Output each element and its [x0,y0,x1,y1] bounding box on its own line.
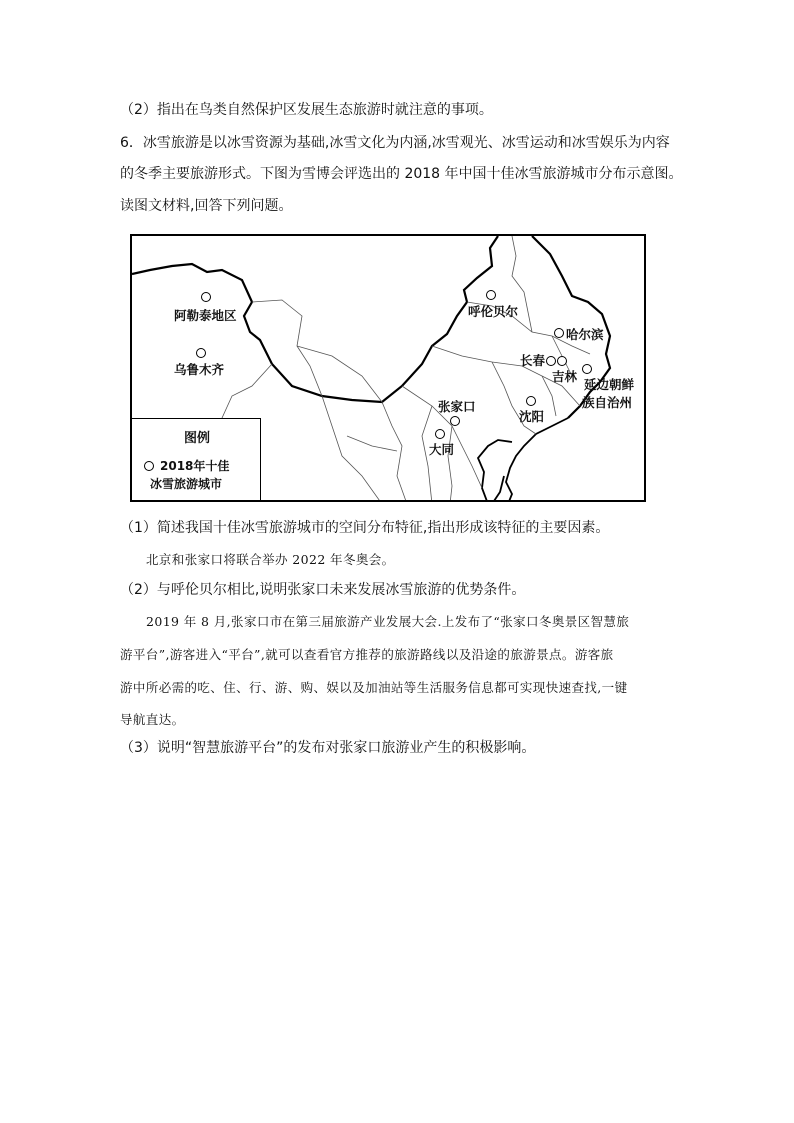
city-marker-changchun [546,356,556,366]
material-1: 北京和张家口将联合举办 2022 年冬奥会。 [146,552,395,567]
question-6-3: （3）说明“智慧旅游平台”的发布对张家口旅游业产生的积极影响。 [120,740,536,756]
question-6-intro-line-1: 6．冰雪旅游是以冰雪资源为基础,冰雪文化为内涵,冰雪观光、冰雪运动和冰雪娱乐为内容 [120,135,670,151]
city-label-harbin: 哈尔滨 [566,327,604,342]
city-label-altay: 阿勒泰地区 [174,308,237,323]
city-label-datong: 大同 [429,442,455,457]
legend-label-line-2: 冰雪旅游城市 [150,477,223,491]
city-label-shenyang: 沈阳 [519,409,545,424]
legend-title: 图例 [184,431,211,446]
material-2-line-3: 游中所必需的吃、住、行、游、购、娱以及加油站等生活服务信息都可实现快速查找,一键 [120,680,628,695]
city-marker-harbin [554,328,564,338]
city-marker-datong [435,429,445,439]
city-marker-urumqi [196,348,206,358]
city-label-hulunbuir: 呼伦贝尔 [468,304,519,319]
city-marker-yanbian [582,364,592,374]
legend-label-line-1: 2018年十佳 [160,459,230,473]
coastline [506,418,568,502]
city-label-zhangjiakou: 张家口 [438,399,476,414]
question-6-intro-line-2: 的冬季主要旅游形式。下图为雪博会评选出的 2018 年中国十佳冰雪旅游城市分布示意图。 [120,166,683,182]
city-label-changchun: 长春 [520,353,546,368]
city-label-jilin: 吉林 [552,369,578,384]
city-marker-hulunbuir [486,290,496,300]
legend-city-marker [144,461,154,471]
city-label-yanbian-2: 族自治州 [582,395,633,410]
question-6-2: （2）与呼伦贝尔相比,说明张家口未来发展冰雪旅游的优势条件。 [120,582,526,598]
material-2-line-4: 导航直达。 [120,712,185,727]
city-marker-altay [201,292,211,302]
material-2-line-1: 2019 年 8 月,张家口市在第三届旅游产业发展大会.上发布了“张家口冬奥景区智慧旅 [146,614,630,629]
coastline-bay [478,440,512,502]
question-2-previous: （2）指出在鸟类自然保护区发展生态旅游时就注意的事项。 [120,102,493,118]
question-6-1: （1）简述我国十佳冰雪旅游城市的空间分布特征,指出形成该特征的主要因素。 [120,520,610,536]
winter-tourism-map [130,234,646,502]
city-marker-zhangjiakou [450,416,460,426]
city-label-urumqi: 乌鲁木齐 [174,362,225,377]
map-legend [132,418,261,502]
question-6-intro-line-3: 读图文材料,回答下列问题。 [120,198,293,214]
city-marker-shenyang [526,396,536,406]
material-2-line-2: 游平台”,游客进入“平台”,就可以查看官方推荐的旅游路线以及沿途的旅游景点。游客旅 [120,647,614,662]
city-marker-jilin [557,356,567,366]
coastline-east [492,476,504,502]
city-label-yanbian-1: 延边朝鲜 [584,377,635,392]
